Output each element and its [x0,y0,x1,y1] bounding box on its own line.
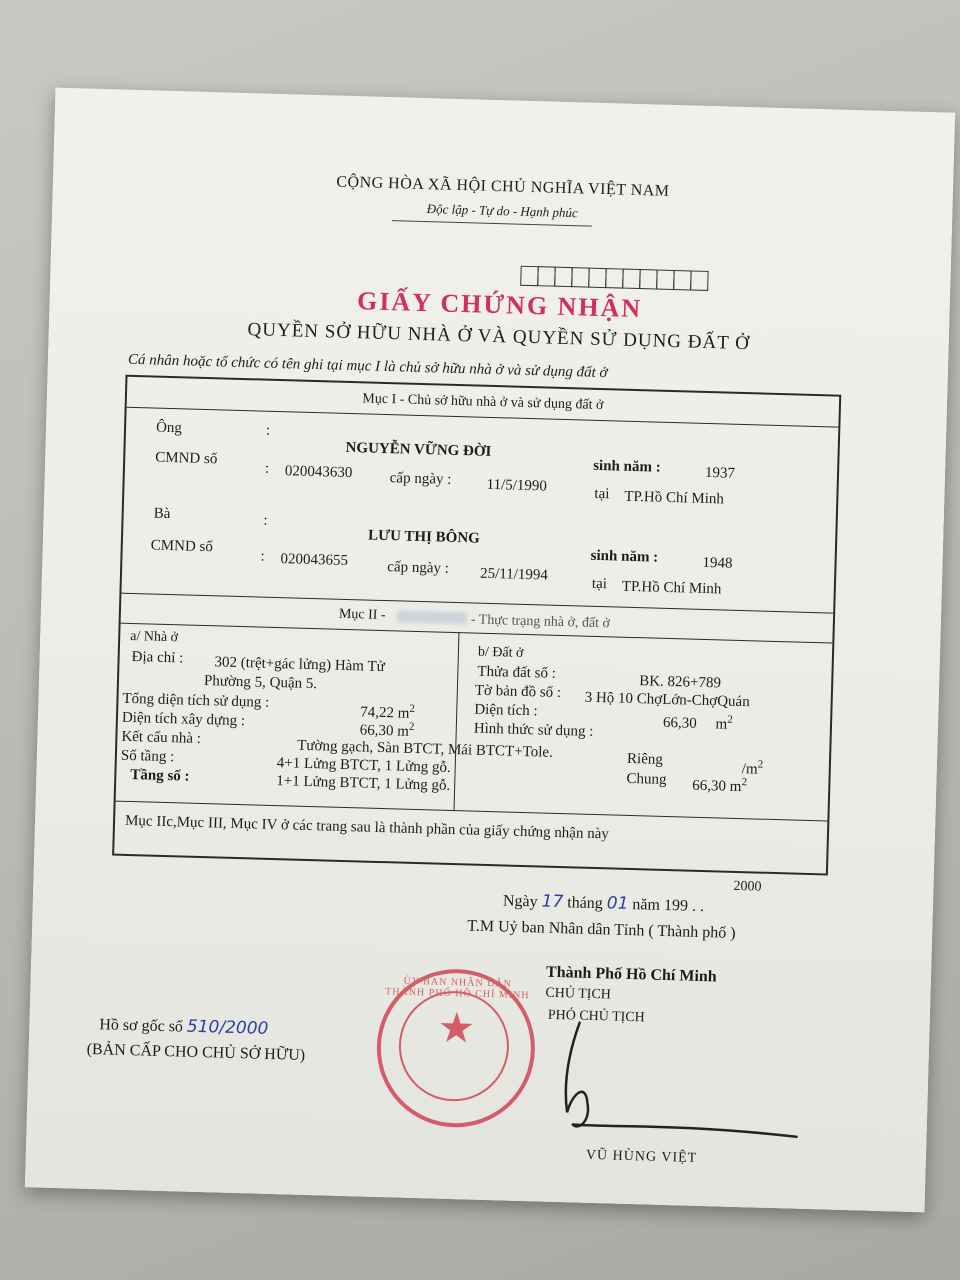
owner2-birth-label: sinh năm : [590,547,659,566]
owner1-place: TP.Hồ Chí Minh [624,488,725,508]
owner2-name: LƯU THỊ BÔNG [367,527,481,547]
address-line2: Phường 5, Quận 5. [203,673,318,693]
address-line1: 302 (trệt+gác lửng) Hàm Tử [214,654,385,676]
handwritten-signature [506,1001,810,1149]
owner1-title: Ông [155,419,183,437]
year-handwritten: 2000 [733,878,762,895]
owner2-id-number: 020043655 [280,551,349,569]
owner1-issued-date: 11/5/1990 [486,476,548,495]
document-subtitle: QUYỀN SỞ HỮU NHÀ Ở VÀ QUYỀN SỬ DỤNG ĐẤT Ở [247,319,751,355]
private-label: Riêng [626,750,664,768]
owner2-colon: : [263,512,268,529]
national-heading: CỘNG HÒA XÃ HỘI CHỦ NGHĨA VIỆT NAM [336,173,670,200]
address-label: Địa chỉ : [131,649,184,667]
floors-value: 4+1 Lửng BTCT, 1 Lửng gỗ. [276,755,451,776]
structure-label: Kết cấu nhà : [121,728,202,747]
section2-column-divider [454,632,460,810]
copy-note: (BẢN CẤP CHO CHỦ SỞ HỮU) [86,1040,306,1064]
land-area-label: Diện tích : [474,701,538,720]
owner1-colon: : [265,422,271,439]
usage-label: Hình thức sử dụng : [473,720,594,740]
national-motto: Độc lập - Tự do - Hạnh phúc [426,201,579,221]
owner2-issued-date: 25/11/1994 [479,565,549,584]
house-label: a/ Nhà ở [130,628,179,646]
document-title: GIẤY CHỨNG NHẬN [356,286,643,324]
owner1-id-label: CMND số [155,449,218,468]
private-value: $/m^2$ [741,758,764,778]
section2-top-divider [121,593,833,614]
signer-name: VŨ HÙNG VIỆT [585,1147,698,1166]
owner1-birth-year: 1937 [704,464,736,482]
issue-date: Ngày 17 tháng 01 năm 199 . . [502,891,705,916]
map-label: Tờ bản đồ số : [474,682,562,701]
owner2-id-colon: : [260,548,265,565]
floor-number-value: 1+1 Lửng BTCT, 1 Lửng gỗ. [276,773,451,794]
owner1-id-colon: : [264,460,270,477]
shared-value: 66,30 $m^2$ [692,776,748,796]
motto-underline [392,220,592,227]
owner1-id-number: 020043630 [284,463,353,482]
land-area-value: 66,30 $m^2$ [662,713,733,733]
total-area-value: 74,22 $m^2$ [359,702,416,722]
shared-label: Chung [626,770,667,788]
owner1-name: NGUYỄN VỮNG ĐỜI [345,439,492,460]
land-label: b/ Đất ở [477,644,524,661]
file-number: Hồ sơ gốc số 510/2000 [99,1016,269,1039]
section1-heading: Mục I - Chủ sở hữu nhà ở và sử dụng đất ở [362,391,604,414]
document-note: Cá nhân hoặc tổ chức có tên ghi tại mục I là chủ sở hữu nhà ở và sử dụng đất ở [127,351,608,382]
build-area-label: Diện tích xây dựng : [121,709,246,730]
stamp-star-icon: ★ [436,1005,476,1053]
owner2-id-label: CMND số [150,537,214,556]
plot-value: BK. 826+789 [638,673,722,692]
certificate-frame [112,375,841,876]
structure-value: Tường gạch, Sàn BTCT, Mái BTCT+Tole. [297,737,554,761]
position-chairman: CHỦ TỊCH [545,985,612,1003]
position-vice-chairman: PHÓ CHỦ TỊCH [547,1007,645,1026]
section2-heading-left: Mục II - [338,606,386,624]
committee-label: T.M Uỷ ban Nhân dân Tỉnh ( Thành phố ) [467,917,736,942]
city-label: Thành Phố Hồ Chí Minh [545,963,717,986]
map-value: 3 Hộ 10 ChợLớn-ChợQuán [584,689,750,711]
redacted-blur [397,610,467,624]
section2-heading-right: - Thực trạng nhà ở, đất ở [470,612,611,632]
plot-label: Thửa đất số : [477,663,557,682]
owner2-issued-label: cấp ngày : [387,559,450,577]
section-footer-note: Mục IIc,Mục III, Mục IV ở các trang sau là thành phần của giấy chứng nhận này [124,812,610,843]
owner2-title: Bà [153,505,171,523]
owner1-issued-label: cấp ngày : [389,470,452,488]
owner2-place: TP.Hồ Chí Minh [621,578,722,598]
owner1-place-label: tại [594,485,610,503]
build-area-value: 66,30 $m^2$ [359,720,415,740]
total-area-label: Tổng diện tích sử dụng : [122,690,270,711]
owner2-place-label: tại [591,575,608,593]
serial-code-boxes [520,266,707,291]
floor-number-label: Tầng số : [130,767,190,785]
owner2-birth-year: 1948 [702,554,733,572]
owner1-birth-label: sinh năm : [592,457,661,476]
certificate-page [25,88,955,1213]
stamp-ring-text: ỦY BAN NHÂN DÂN THÀNH PHỐ HỒ CHÍ MINH [385,975,530,1002]
floors-label: Số tầng : [120,747,175,766]
